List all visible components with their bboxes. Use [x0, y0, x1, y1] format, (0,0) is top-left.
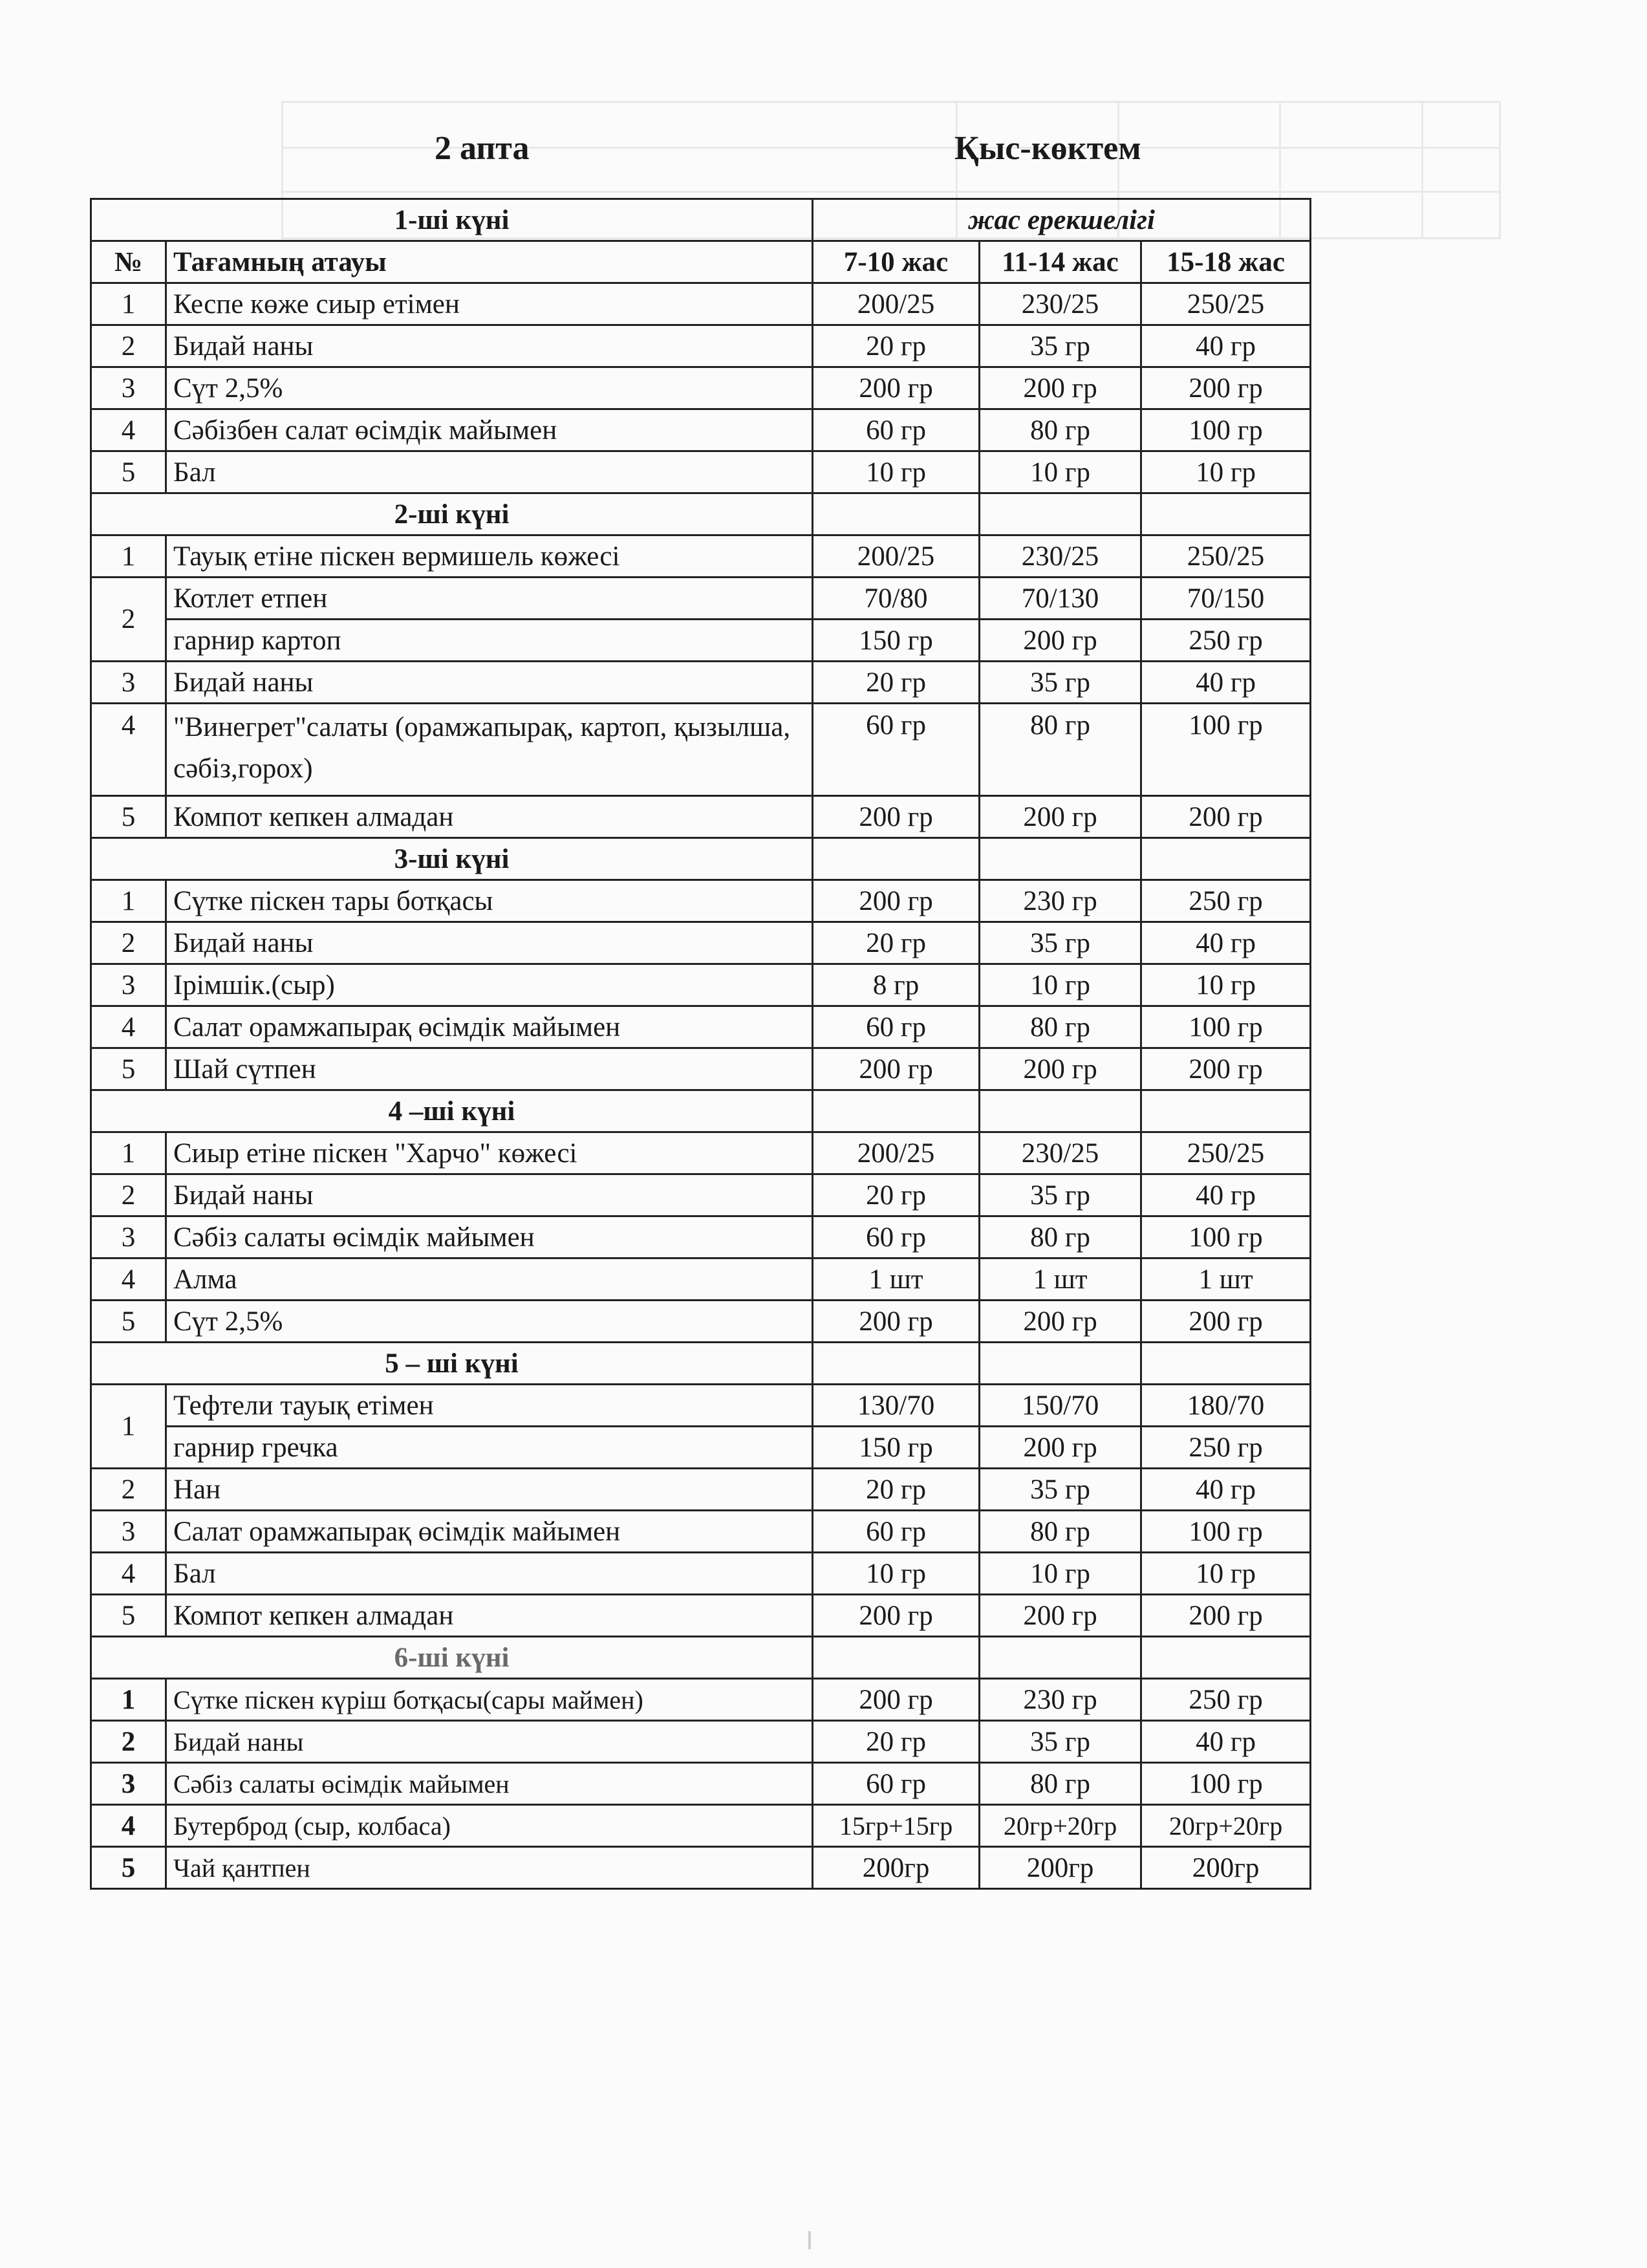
dish-name: Сәбіз салаты өсімдік майымен: [166, 1216, 813, 1258]
dish-name: Бал: [166, 1553, 813, 1595]
table-row: [91, 922, 1311, 964]
portion-11-14: 230/25: [980, 535, 1141, 578]
row-num: 5: [91, 1301, 166, 1343]
portion-11-14: 80 гр: [980, 704, 1141, 796]
dish-name: Нан: [166, 1469, 813, 1511]
table-row: [91, 1301, 1311, 1343]
portion-7-10: 20 гр: [813, 662, 980, 704]
week-title: 2 апта: [435, 130, 530, 167]
portion-15-18: 180/70: [1141, 1385, 1311, 1427]
dish-name: "Винегрет"салаты (орамжапырақ, картоп, қызылша, сәбіз,горох): [166, 704, 813, 796]
portion-7-10: 20 гр: [813, 1174, 980, 1216]
table-row: [91, 620, 1311, 662]
row-num: 4: [91, 1805, 166, 1847]
dish-name: Сүт 2,5%: [166, 367, 813, 409]
dish-name: Сәбіз салаты өсімдік майымен: [166, 1763, 813, 1805]
col-name-header: Тағамның атауы: [166, 241, 813, 283]
portion-7-10: 200 гр: [813, 1301, 980, 1343]
portion-7-10: 60 гр: [813, 409, 980, 451]
portion-15-18: 200 гр: [1141, 1301, 1311, 1343]
age-group-label: жас ерекшелігі: [813, 199, 1311, 241]
portion-11-14: 80 гр: [980, 1216, 1141, 1258]
dish-name: Компот кепкен алмадан: [166, 1595, 813, 1637]
table-row: [91, 1048, 1311, 1090]
day-header-row: [91, 838, 1311, 880]
portion-7-10: 200 гр: [813, 1679, 980, 1721]
table-row: [91, 409, 1311, 451]
row-num: 4: [91, 1258, 166, 1301]
table-row: [91, 964, 1311, 1006]
row-num: 3: [91, 1763, 166, 1805]
portion-11-14: 1 шт: [980, 1258, 1141, 1301]
dish-name: Шай сүтпен: [166, 1048, 813, 1090]
dish-name: Бидай наны: [166, 1174, 813, 1216]
day-header-row: [91, 1090, 1311, 1132]
portion-7-10: 70/80: [813, 578, 980, 620]
portion-11-14: 80 гр: [980, 1511, 1141, 1553]
portion-7-10: 20 гр: [813, 922, 980, 964]
day-header-row: [91, 493, 1311, 535]
row-num: 1: [91, 1132, 166, 1174]
row-num: 5: [91, 796, 166, 838]
day-title: 4 –ші күні: [91, 1090, 813, 1132]
dish-name: Кеспе көже сиыр етімен: [166, 283, 813, 325]
portion-11-14: 10 гр: [980, 964, 1141, 1006]
portion-11-14: 80 гр: [980, 1763, 1141, 1805]
table-row: [91, 367, 1311, 409]
portion-7-10: 60 гр: [813, 1006, 980, 1048]
portion-15-18: 70/150: [1141, 578, 1311, 620]
dish-name: Бидай наны: [166, 922, 813, 964]
row-num: 3: [91, 662, 166, 704]
portion-7-10: 60 гр: [813, 1511, 980, 1553]
column-header-row: [91, 241, 1311, 283]
portion-11-14: 10 гр: [980, 1553, 1141, 1595]
portion-11-14: 80 гр: [980, 1006, 1141, 1048]
row-num: 3: [91, 1216, 166, 1258]
portion-11-14: 230 гр: [980, 1679, 1141, 1721]
portion-11-14: 230/25: [980, 1132, 1141, 1174]
portion-15-18: 100 гр: [1141, 1511, 1311, 1553]
portion-15-18: 1 шт: [1141, 1258, 1311, 1301]
portion-7-10: 150 гр: [813, 1427, 980, 1469]
portion-7-10: 200 гр: [813, 367, 980, 409]
portion-11-14: 200 гр: [980, 1427, 1141, 1469]
portion-11-14: 35 гр: [980, 662, 1141, 704]
portion-11-14: 70/130: [980, 578, 1141, 620]
day-header-row: [91, 1343, 1311, 1385]
dish-name: Сүтке піскен күріш ботқасы(сары маймен): [166, 1679, 813, 1721]
portion-11-14: 35 гр: [980, 1174, 1141, 1216]
table-row: [91, 1258, 1311, 1301]
dish-name: Ірімшік.(сыр): [166, 964, 813, 1006]
portion-11-14: 230 гр: [980, 880, 1141, 922]
dish-name: гарнир гречка: [166, 1427, 813, 1469]
dish-name: Сәбізбен салат өсімдік майымен: [166, 409, 813, 451]
dish-name: гарнир картоп: [166, 620, 813, 662]
portion-15-18: 100 гр: [1141, 704, 1311, 796]
portion-15-18: 40 гр: [1141, 662, 1311, 704]
col-age-15-18-header: 15-18 жас: [1141, 241, 1311, 283]
portion-15-18: 250 гр: [1141, 1427, 1311, 1469]
portion-11-14: 35 гр: [980, 922, 1141, 964]
dish-name: Компот кепкен алмадан: [166, 796, 813, 838]
row-num: 2: [91, 578, 166, 662]
row-num: 2: [91, 922, 166, 964]
dish-name: Тефтели тауық етімен: [166, 1385, 813, 1427]
portion-15-18: 40 гр: [1141, 1469, 1311, 1511]
portion-11-14: 230/25: [980, 283, 1141, 325]
table-row: [91, 1553, 1311, 1595]
row-num: 2: [91, 1469, 166, 1511]
portion-7-10: 60 гр: [813, 1763, 980, 1805]
portion-7-10: 200 гр: [813, 1048, 980, 1090]
portion-11-14: 35 гр: [980, 1721, 1141, 1763]
portion-15-18: 40 гр: [1141, 1721, 1311, 1763]
dish-name: Бидай наны: [166, 1721, 813, 1763]
dish-name: Алма: [166, 1258, 813, 1301]
portion-15-18: 250 гр: [1141, 1679, 1311, 1721]
portion-11-14: 200гр: [980, 1847, 1141, 1889]
table-row: [91, 796, 1311, 838]
portion-11-14: 200 гр: [980, 1301, 1141, 1343]
portion-15-18: 20гр+20гр: [1141, 1805, 1311, 1847]
portion-7-10: 15гр+15гр: [813, 1805, 980, 1847]
portion-15-18: 250/25: [1141, 535, 1311, 578]
table-row: [91, 1006, 1311, 1048]
portion-7-10: 200 гр: [813, 1595, 980, 1637]
portion-15-18: 200 гр: [1141, 1048, 1311, 1090]
portion-11-14: 200 гр: [980, 796, 1141, 838]
col-num-header: №: [91, 241, 166, 283]
col-age-7-10-header: 7-10 жас: [813, 241, 980, 283]
row-num: 4: [91, 409, 166, 451]
portion-7-10: 130/70: [813, 1385, 980, 1427]
portion-11-14: 200 гр: [980, 620, 1141, 662]
portion-15-18: 40 гр: [1141, 325, 1311, 367]
portion-11-14: 80 гр: [980, 409, 1141, 451]
portion-7-10: 1 шт: [813, 1258, 980, 1301]
table-row: [91, 1847, 1311, 1889]
dish-name: Бидай наны: [166, 325, 813, 367]
row-num: 5: [91, 1595, 166, 1637]
dish-name: Сиыр етіне піскен "Харчо" көжесі: [166, 1132, 813, 1174]
portion-11-14: 35 гр: [980, 1469, 1141, 1511]
row-num: 3: [91, 964, 166, 1006]
portion-7-10: 200 гр: [813, 880, 980, 922]
day-title: 3-ші күні: [91, 838, 813, 880]
row-num: 1: [91, 1385, 166, 1469]
portion-11-14: 35 гр: [980, 325, 1141, 367]
portion-15-18: 250/25: [1141, 283, 1311, 325]
table-row: [91, 1595, 1311, 1637]
dish-name: Салат орамжапырақ өсімдік майымен: [166, 1511, 813, 1553]
dish-name: Тауық етіне піскен вермишель көжесі: [166, 535, 813, 578]
dish-name: Чай қантпен: [166, 1847, 813, 1889]
portion-15-18: 250 гр: [1141, 880, 1311, 922]
portion-7-10: 20 гр: [813, 1721, 980, 1763]
dish-name: Котлет етпен: [166, 578, 813, 620]
table-row: [91, 1132, 1311, 1174]
day-header-row: [91, 199, 1311, 241]
dish-name: Сүт 2,5%: [166, 1301, 813, 1343]
row-num: 1: [91, 535, 166, 578]
portion-15-18: 200 гр: [1141, 796, 1311, 838]
scan-mark: [808, 2231, 811, 2249]
portion-15-18: 200 гр: [1141, 367, 1311, 409]
portion-15-18: 10 гр: [1141, 964, 1311, 1006]
row-num: 4: [91, 1553, 166, 1595]
portion-11-14: 20гр+20гр: [980, 1805, 1141, 1847]
table-row: [91, 1763, 1311, 1805]
portion-7-10: 200/25: [813, 283, 980, 325]
table-row: [91, 1511, 1311, 1553]
portion-7-10: 200гр: [813, 1847, 980, 1889]
portion-7-10: 20 гр: [813, 325, 980, 367]
table-row: [91, 325, 1311, 367]
row-num: 1: [91, 1679, 166, 1721]
table-row: [91, 578, 1311, 620]
table-row: [91, 1679, 1311, 1721]
day-title: 6-ші күні: [91, 1637, 813, 1679]
portion-11-14: 150/70: [980, 1385, 1141, 1427]
row-num: 2: [91, 1174, 166, 1216]
table-row: [91, 1805, 1311, 1847]
portion-11-14: 200 гр: [980, 1595, 1141, 1637]
dish-name: Салат орамжапырақ өсімдік майымен: [166, 1006, 813, 1048]
portion-7-10: 10 гр: [813, 1553, 980, 1595]
row-num: 5: [91, 1048, 166, 1090]
day-title: 1-ші күні: [91, 199, 813, 241]
portion-15-18: 40 гр: [1141, 1174, 1311, 1216]
portion-15-18: 200гр: [1141, 1847, 1311, 1889]
day-title: 5 – ші күні: [91, 1343, 813, 1385]
menu-table: [90, 198, 1311, 1890]
table-row: [91, 704, 1311, 796]
table-row: [91, 1427, 1311, 1469]
table-row: [91, 451, 1311, 493]
col-age-11-14-header: 11-14 жас: [980, 241, 1141, 283]
portion-7-10: 8 гр: [813, 964, 980, 1006]
table-row: [91, 1385, 1311, 1427]
portion-7-10: 200 гр: [813, 796, 980, 838]
season-title: Қыс-көктем: [954, 130, 1141, 167]
dish-name: Сүтке піскен тары ботқасы: [166, 880, 813, 922]
row-num: 5: [91, 1847, 166, 1889]
day-title: 2-ші күні: [91, 493, 813, 535]
portion-7-10: 60 гр: [813, 704, 980, 796]
day-header-row: [91, 1637, 1311, 1679]
row-num: 4: [91, 1006, 166, 1048]
portion-7-10: 200/25: [813, 1132, 980, 1174]
row-num: 5: [91, 451, 166, 493]
row-num: 3: [91, 367, 166, 409]
portion-15-18: 100 гр: [1141, 1763, 1311, 1805]
dish-name: Бал: [166, 451, 813, 493]
row-num: 1: [91, 880, 166, 922]
portion-11-14: 200 гр: [980, 367, 1141, 409]
table-row: [91, 1216, 1311, 1258]
table-row: [91, 1721, 1311, 1763]
table-row: [91, 662, 1311, 704]
table-row: [91, 283, 1311, 325]
portion-15-18: 100 гр: [1141, 1216, 1311, 1258]
portion-7-10: 150 гр: [813, 620, 980, 662]
portion-7-10: 200/25: [813, 535, 980, 578]
row-num: 1: [91, 283, 166, 325]
table-row: [91, 1174, 1311, 1216]
row-num: 3: [91, 1511, 166, 1553]
portion-15-18: 250/25: [1141, 1132, 1311, 1174]
table-row: [91, 535, 1311, 578]
portion-15-18: 10 гр: [1141, 1553, 1311, 1595]
portion-15-18: 100 гр: [1141, 1006, 1311, 1048]
portion-15-18: 100 гр: [1141, 409, 1311, 451]
table-row: [91, 880, 1311, 922]
row-num: 4: [91, 704, 166, 796]
portion-11-14: 10 гр: [980, 451, 1141, 493]
portion-7-10: 60 гр: [813, 1216, 980, 1258]
portion-11-14: 200 гр: [980, 1048, 1141, 1090]
row-num: 2: [91, 1721, 166, 1763]
table-row: [91, 1469, 1311, 1511]
portion-7-10: 20 гр: [813, 1469, 980, 1511]
portion-15-18: 200 гр: [1141, 1595, 1311, 1637]
portion-15-18: 10 гр: [1141, 451, 1311, 493]
portion-15-18: 40 гр: [1141, 922, 1311, 964]
portion-7-10: 10 гр: [813, 451, 980, 493]
dish-name: Бутерброд (сыр, колбаса): [166, 1805, 813, 1847]
portion-15-18: 250 гр: [1141, 620, 1311, 662]
row-num: 2: [91, 325, 166, 367]
dish-name: Бидай наны: [166, 662, 813, 704]
